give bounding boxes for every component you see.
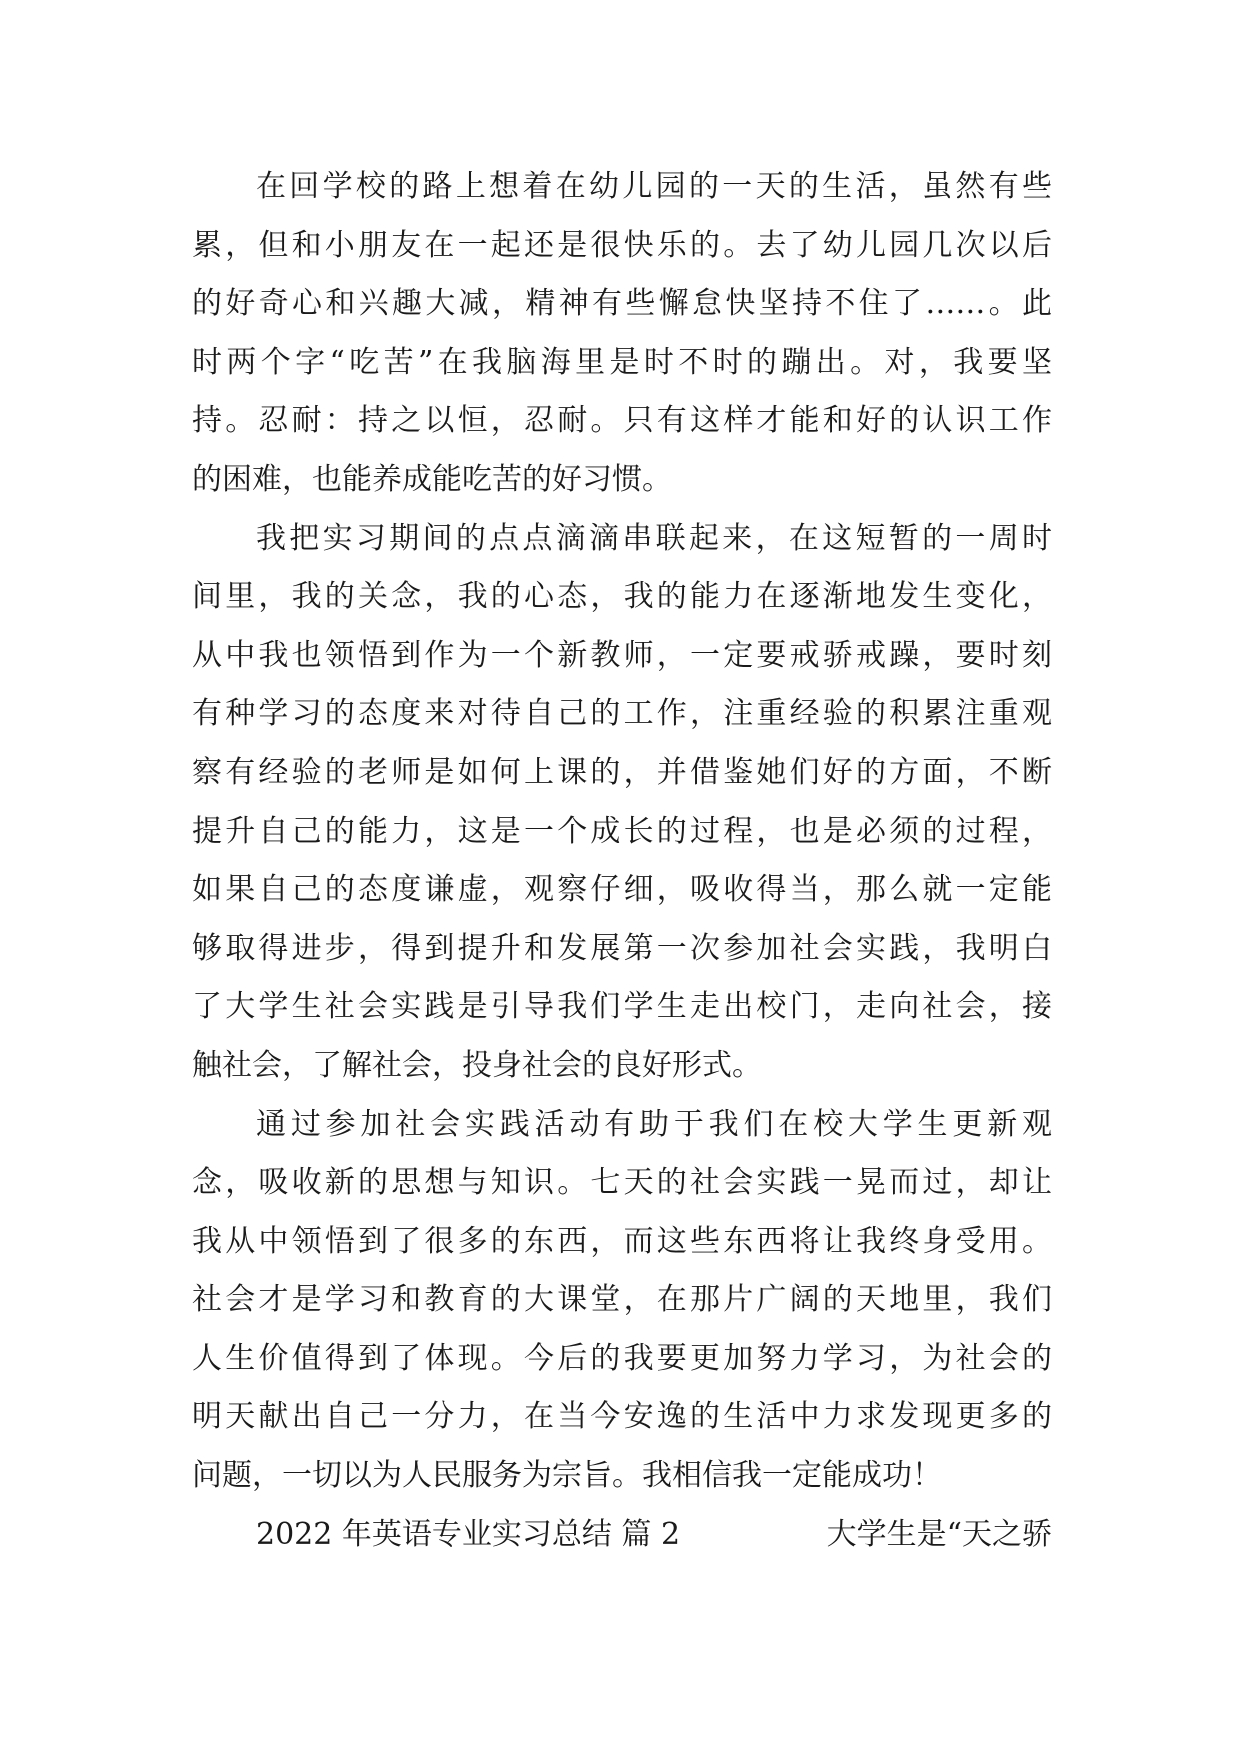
text-line: 在回学校的路上想着在幼儿园的一天的生活，虽然有些 (256, 169, 1052, 204)
text-line: 累，但和小朋友在一起还是很快乐的。去了幼儿园几次以后 (192, 227, 1052, 263)
section-continuation: 大学生是“天之骄 (826, 1516, 1052, 1552)
text-line: 问题，一切以为人民服务为宗旨。我相信我一定能成功！ (192, 1458, 942, 1494)
paragraph-2 (192, 510, 1052, 1096)
text-line: 我从中领悟到了很多的东西，而这些东西将让我终身受用。 (192, 1223, 1052, 1259)
text-line: 了大学生社会实践是引导我们学生走出校门，走向社会，接 (192, 989, 1052, 1025)
text-line: 触社会，了解社会，投身社会的良好形式。 (192, 1047, 762, 1083)
text-line: 提升自己的能力，这是一个成长的过程，也是必须的过程， (192, 813, 1052, 849)
section-heading (192, 1506, 1052, 1565)
text-line: 人生价值得到了体现。今后的我要更加努力学习，为社会的 (192, 1340, 1052, 1376)
text-line: 如果自己的态度谦虚，观察仔细，吸收得当，那么就一定能 (192, 872, 1052, 908)
text-line: 我把实习期间的点点滴滴串联起来，在这短暂的一周时 (256, 520, 1052, 556)
text-line: 够取得进步，得到提升和发展第一次参加社会实践，我明白 (192, 930, 1052, 966)
text-line: 时两个字“吃苦”在我脑海里是时不时的蹦出。对，我要坚 (192, 344, 1052, 380)
text-line: 从中我也领悟到作为一个新教师，一定要戒骄戒躁，要时刻 (192, 637, 1052, 673)
text-line: 察有经验的老师是如何上课的，并借鉴她们好的方面，不断 (192, 754, 1052, 790)
text-line: 通过参加社会实践活动有助于我们在校大学生更新观 (256, 1106, 1052, 1142)
document-body (192, 158, 1052, 1564)
paragraph-3 (192, 1096, 1052, 1506)
text-line: 明天献出自己一分力，在当今安逸的生活中力求发现更多的 (192, 1399, 1052, 1435)
section-title: 2022 年英语专业实习总结 篇 2 (256, 1516, 681, 1552)
text-line: 社会才是学习和教育的大课堂，在那片广阔的天地里，我们 (192, 1282, 1052, 1318)
text-line: 的好奇心和兴趣大减，精神有些懈怠快坚持不住了……。此 (192, 286, 1052, 322)
text-line: 有种学习的态度来对待自己的工作，注重经验的积累注重观 (192, 696, 1052, 732)
paragraph-1 (192, 158, 1052, 510)
text-line: 念，吸收新的思想与知识。七天的社会实践一晃而过，却让 (192, 1165, 1052, 1201)
text-line: 持。忍耐：持之以恒，忍耐。只有这样才能和好的认识工作 (192, 403, 1052, 439)
text-line: 的困难，也能养成能吃苦的好习惯。 (192, 461, 672, 497)
text-line: 间里，我的关念，我的心态，我的能力在逐渐地发生变化， (192, 579, 1052, 615)
